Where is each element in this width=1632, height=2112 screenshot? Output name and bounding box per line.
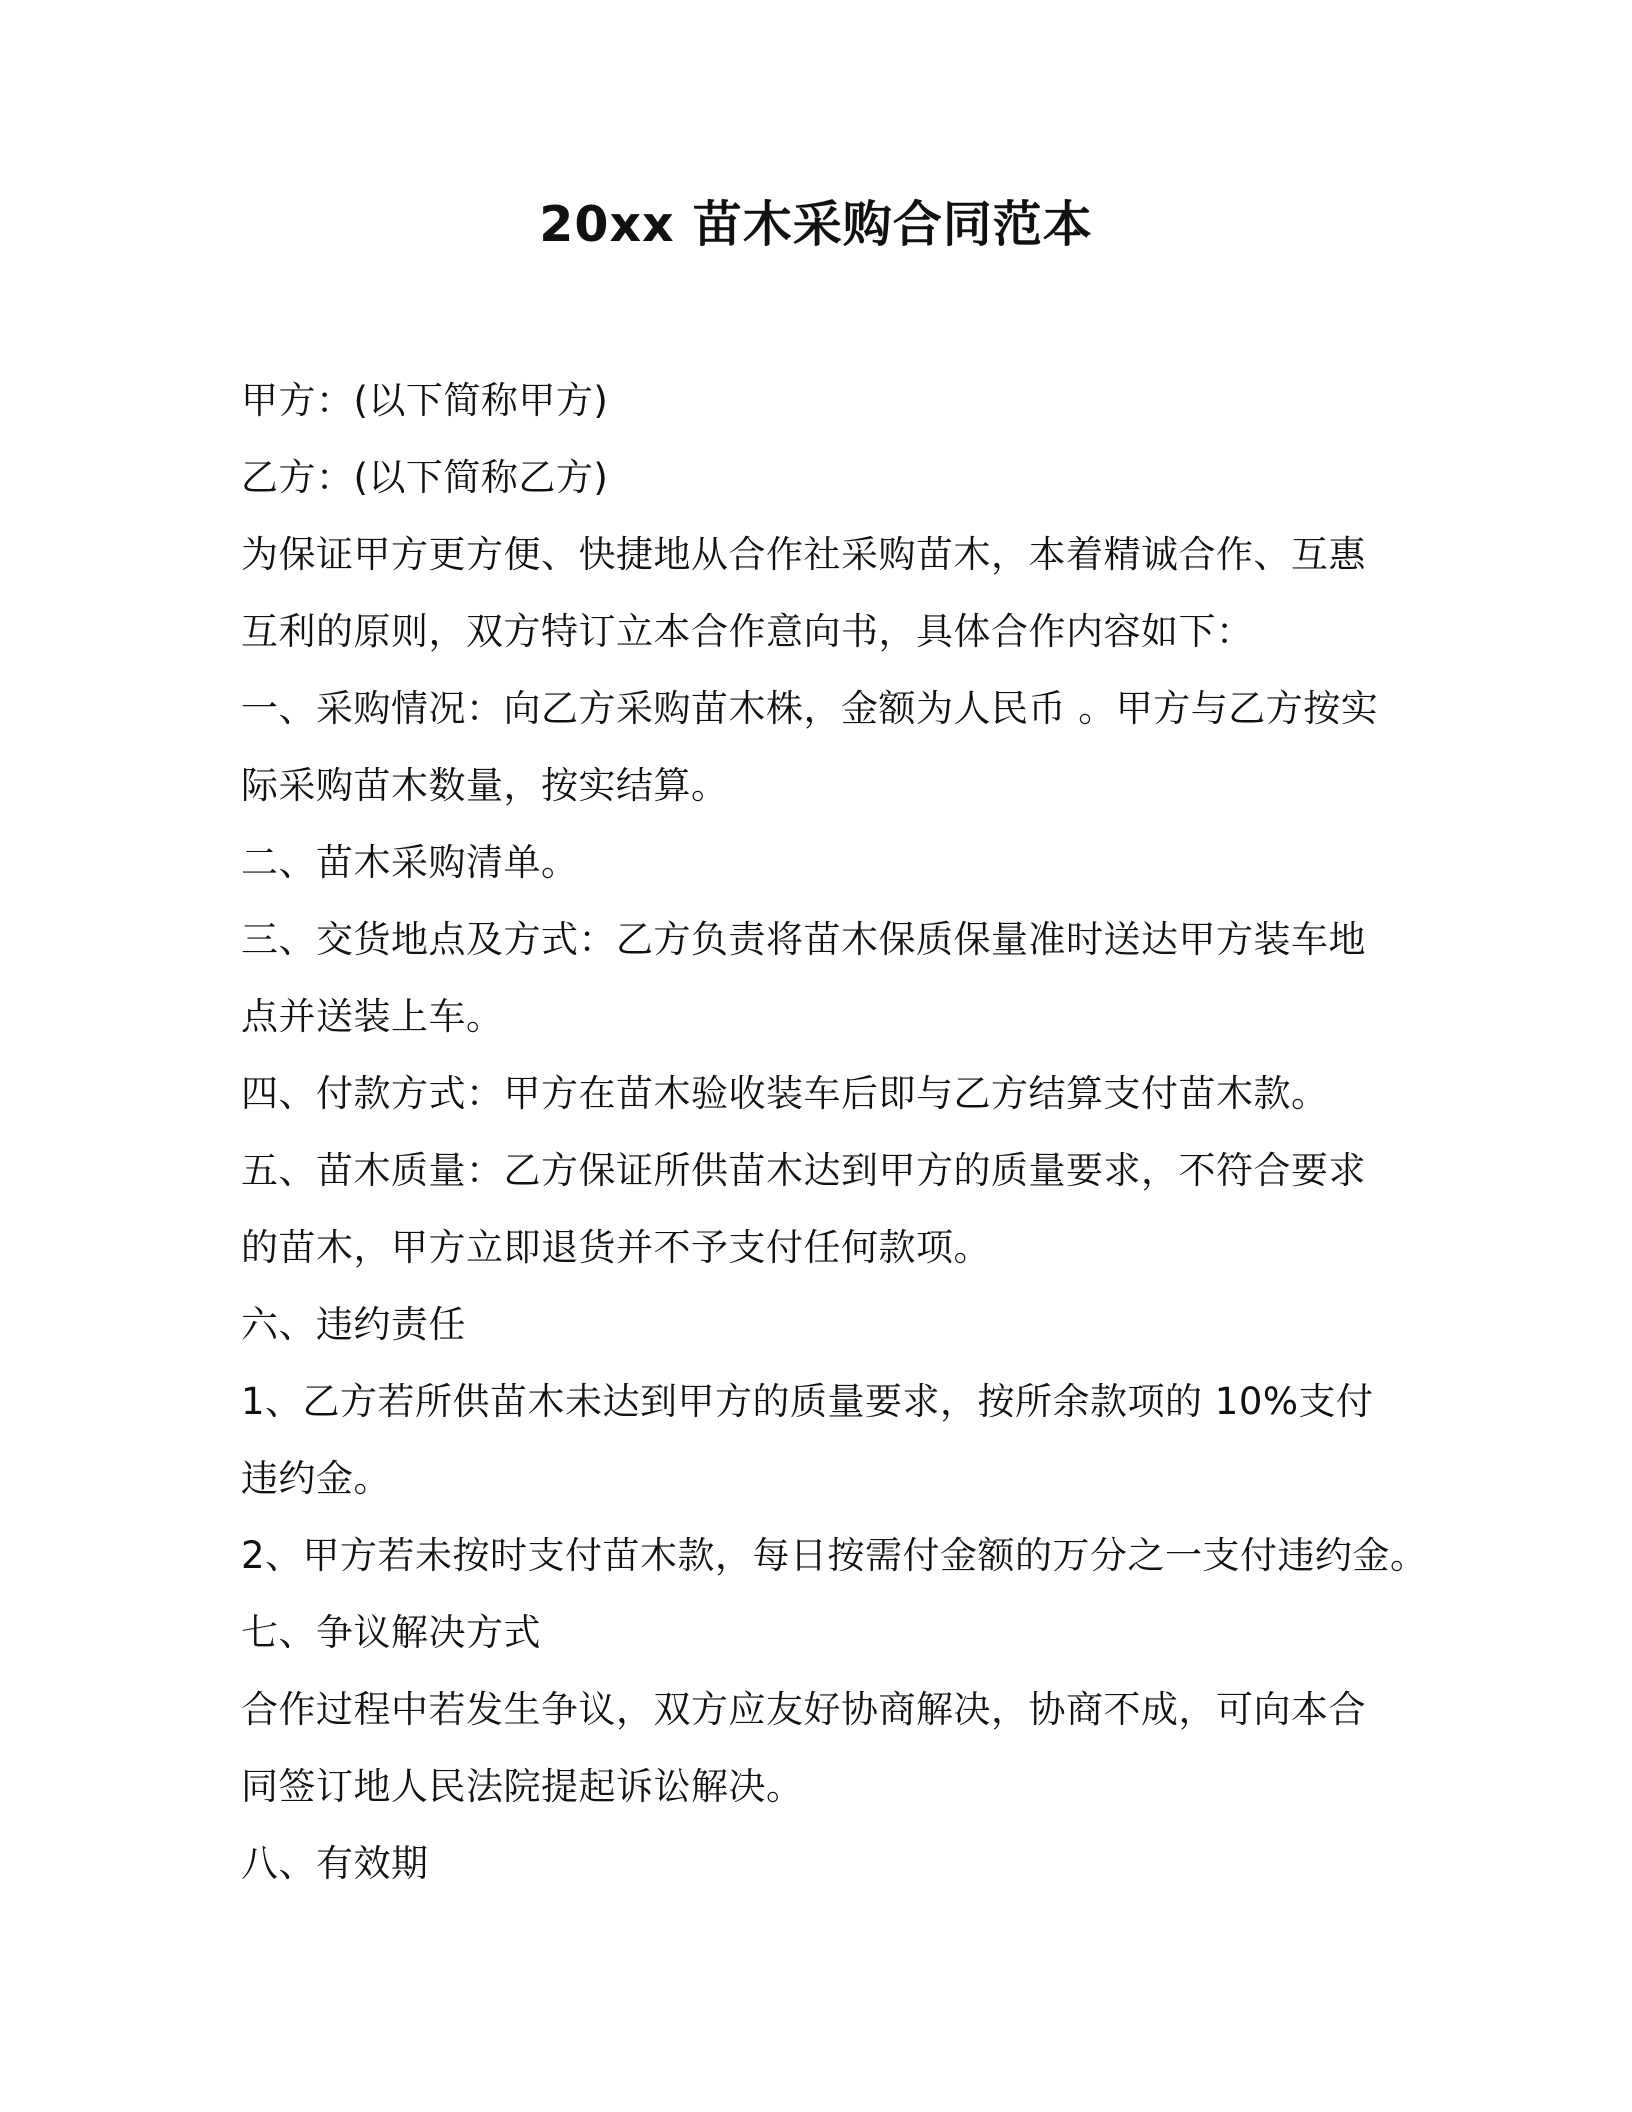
clause-3-line-1: 三、交货地点及方式：乙方负责将苗木保质保量准时送达甲方装车地 bbox=[241, 918, 1366, 961]
clause-6-heading: 六、违约责任 bbox=[241, 1303, 466, 1346]
clause-1-line-2: 际采购苗木数量，按实结算。 bbox=[241, 764, 729, 807]
clause-8-heading: 八、有效期 bbox=[241, 1842, 429, 1885]
clause-6-item-1-line-1: 1、乙方若所供苗木未达到甲方的质量要求，按所余款项的 10%支付 bbox=[241, 1380, 1374, 1423]
clause-4-line: 四、付款方式：甲方在苗木验收装车后即与乙方结算支付苗木款。 bbox=[241, 1072, 1329, 1115]
clause-7-line-2: 同签订地人民法院提起诉讼解决。 bbox=[241, 1765, 804, 1808]
intro-line-2: 互利的原则，双方特订立本合作意向书，具体合作内容如下： bbox=[241, 610, 1254, 653]
document-title: 20xx 苗木采购合同范本 bbox=[539, 196, 1093, 253]
party-b-line: 乙方：(以下简称乙方) bbox=[241, 456, 609, 499]
clause-5-line-2: 的苗木，甲方立即退货并不予支付任何款项。 bbox=[241, 1226, 991, 1269]
clause-6-item-1-line-2: 违约金。 bbox=[241, 1457, 391, 1500]
clause-5-line-1: 五、苗木质量：乙方保证所供苗木达到甲方的质量要求，不符合要求 bbox=[241, 1149, 1366, 1192]
clause-3-line-2: 点并送装上车。 bbox=[241, 995, 504, 1038]
clause-2-line: 二、苗木采购清单。 bbox=[241, 841, 579, 884]
clause-1-line-1: 一、采购情况：向乙方采购苗木株，金额为人民币 。甲方与乙方按实 bbox=[241, 687, 1379, 730]
clause-6-item-2-line: 2、甲方若未按时支付苗木款，每日按需付金额的万分之一支付违约金。 bbox=[241, 1534, 1428, 1577]
clause-7-heading: 七、争议解决方式 bbox=[241, 1611, 541, 1654]
document-body bbox=[241, 362, 1428, 1902]
party-a-line: 甲方：(以下简称甲方) bbox=[241, 379, 609, 422]
intro-line-1: 为保证甲方更方便、快捷地从合作社采购苗木，本着精诚合作、互惠 bbox=[241, 533, 1366, 576]
clause-7-line-1: 合作过程中若发生争议，双方应友好协商解决，协商不成，可向本合 bbox=[241, 1688, 1366, 1731]
